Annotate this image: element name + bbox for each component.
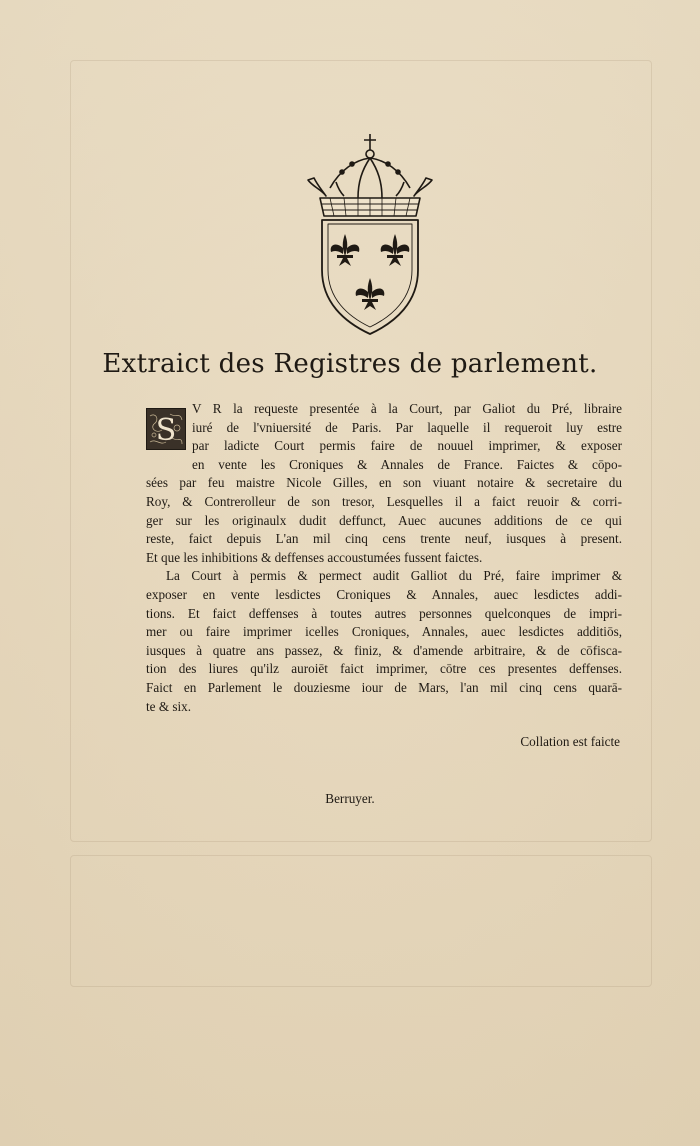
show-through-frame-lower	[70, 855, 652, 987]
text-line: en vente les Croniques & Annales de France. Faictes & cōpo-	[192, 456, 622, 472]
text-line: iuré de l'vniuersité de Paris. Par laquelle il requeroit luy estre	[192, 419, 622, 435]
text-line: sées par feu maistre Nicole Gilles, en son viuant notaire & secretaire du	[146, 475, 622, 491]
clerk-signature: Berruyer.	[325, 791, 375, 806]
text-line: iusques à quatre ans passez, & finiz, & d'amende arbitraire, & de cōfisca-	[146, 642, 622, 658]
svg-text:S: S	[155, 413, 177, 448]
text-line: Et que les inhibitions & deffenses accoustumées fussent faictes.	[146, 549, 483, 565]
collation-note: Collation est faicte	[520, 734, 620, 749]
text-line: ger sur les originaulx dudit deffunct, Auec aucunes additions de ce qui	[146, 512, 622, 528]
decree-text	[146, 400, 622, 716]
text-line: tion des liures qu'ilz auroiēt faict imprimer, cōtre ces presentes deffenses.	[146, 661, 622, 677]
text-line: Faict en Parlement le douziesme iour de Mars, l'an mil cinq cens quarā-	[146, 679, 622, 695]
text-line: La Court à permis & permect audit Galliot du Pré, faire imprimer &	[166, 568, 622, 584]
text-line: exposer en vente lesdictes Croniques & Annales, auec lesdictes addi-	[146, 586, 622, 602]
text-line: par ladicte Court permis faire de nouuel imprimer, & exposer	[192, 438, 622, 454]
page-title: Extraict des Registres de parlement.	[102, 349, 598, 379]
text-line: Roy, & Contrerolleur de son tresor, Lesquelles il a faict reuoir & corri-	[146, 493, 622, 509]
text-line: V R la requeste presentée à la Court, par Galiot du Pré, libraire	[192, 401, 622, 416]
text-line: tions. Et faict deffenses à toutes autres personnes quelconques de impri-	[146, 605, 622, 621]
royal-crest-emblem	[300, 130, 440, 340]
text-line: te & six.	[146, 698, 192, 714]
text-line: mer ou faire imprimer icelles Croniques, Annales, auec lesdictes additiōs,	[146, 624, 622, 640]
text-line: reste, faict depuis L'an mil cinq cens trente neuf, iusques à present.	[146, 531, 622, 547]
